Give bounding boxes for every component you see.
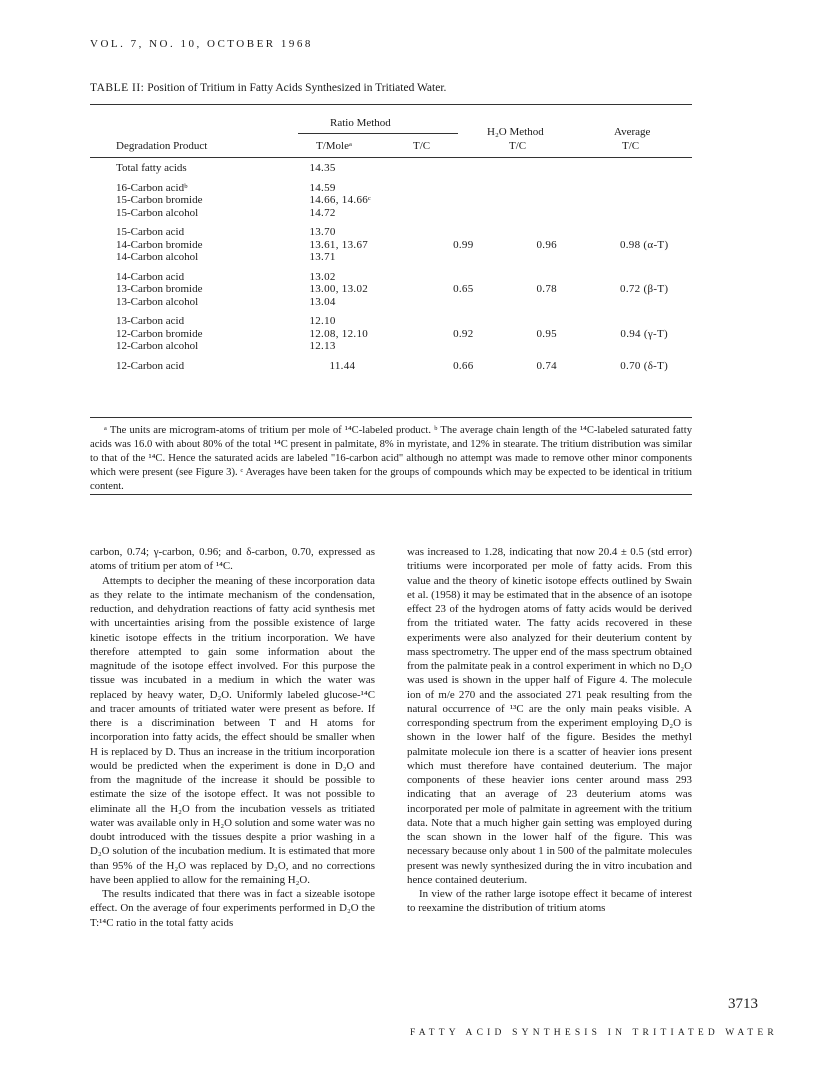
average-tc-cell: 0.72 (β-T) bbox=[620, 283, 669, 295]
body-paragraph: Attempts to decipher the meaning of these incorporation data as they relate to the intimate mechanism of the condensation, reduction, and dehydration reactions of fatty acid synthesis met with uncertainties arising from the possible existence of large kinetic isotope effects in the tritium incorporation. We have therefore attempted to gain some information about the magnitude of the isotope effect involved. For this purpose the tissue was incubated in a medium in which the water was replaced by heavy water, D₂O. Uniformly labeled glucose-¹⁴C and tracer amounts of tritiated water were present as before. If there is a discrimination between T and H atoms for incorporation into fatty acids, the effect should be smaller when H is replaced by D. Thus an increase in the tritium incorporation would be predicted when the experiment is done in D₂O and from the magnitude of the increase it should be possible to estimate the size of the isotope effect. It was not possible to eliminate all the H₂O from the incubation vessels as tritiated water was available only in H₂O solution and some water was no doubt introduced with the tissues despite a prior washing in a D₂O solution of the incubation medium. It is estimated that more than 95% of the H₂O was replaced by D₂O, and no corrections have been applied to allow for the remaining H₂O. bbox=[90, 574, 375, 886]
ratio-tc-cell bbox=[430, 251, 498, 264]
table-header-rule bbox=[90, 157, 692, 158]
product-cell: 15-Carbon bromide bbox=[116, 194, 203, 206]
product-cell: 16-Carbon acidᵇ bbox=[116, 181, 188, 194]
h2o-tc-cell bbox=[497, 315, 596, 328]
t-mole-cell: 13.00, 13.02 bbox=[309, 283, 369, 295]
header-average: Average bbox=[614, 126, 651, 138]
product-cell: 14-Carbon acid bbox=[116, 270, 185, 283]
t-mole-cell: 13.71 bbox=[309, 251, 336, 263]
table-footnotes bbox=[90, 424, 692, 494]
product-cell: 14-Carbon alcohol bbox=[116, 251, 199, 263]
ratio-tc-cell bbox=[430, 194, 498, 207]
product-cell: 15-Carbon alcohol bbox=[116, 206, 199, 219]
body-column-left bbox=[90, 545, 375, 930]
h2o-tc-cell bbox=[497, 251, 596, 264]
table-row bbox=[90, 360, 692, 373]
product-cell: Total fatty acids bbox=[116, 162, 187, 174]
t-mole-cell: 14.35 bbox=[309, 162, 336, 174]
table-top-rule bbox=[90, 104, 692, 105]
h2o-tc-cell bbox=[497, 296, 596, 309]
product-cell: 13-Carbon acid bbox=[116, 315, 185, 327]
ratio-tc-cell bbox=[430, 226, 498, 239]
h2o-tc-cell bbox=[497, 226, 596, 239]
average-tc-cell bbox=[596, 296, 692, 309]
t-mole-cell: 13.70 bbox=[309, 226, 336, 238]
page-number: 3713 bbox=[728, 996, 758, 1012]
average-tc-cell: 0.94 (γ-T) bbox=[620, 327, 668, 340]
h2o-tc-cell bbox=[497, 162, 596, 175]
table-row bbox=[90, 340, 692, 353]
product-cell: 14-Carbon bromide bbox=[116, 238, 203, 251]
running-foot: FATTY ACID SYNTHESIS IN TRITIATED WATER bbox=[410, 1028, 778, 1038]
table-row bbox=[90, 239, 692, 252]
table-row bbox=[90, 207, 692, 220]
t-mole-cell: 11.44 bbox=[329, 359, 356, 372]
h2o-tc-cell: 0.74 bbox=[536, 359, 557, 372]
table-row-spacer bbox=[90, 175, 692, 182]
table-row bbox=[90, 162, 692, 175]
ratio-tc-cell: 0.66 bbox=[453, 359, 474, 372]
h2o-tc-cell bbox=[497, 182, 596, 195]
h2o-tc-cell: 0.96 bbox=[536, 238, 557, 251]
table-row bbox=[90, 182, 692, 195]
ratio-tc-cell bbox=[430, 296, 498, 309]
average-tc-cell bbox=[596, 194, 692, 207]
ratio-tc-cell bbox=[430, 207, 498, 220]
product-cell: 15-Carbon acid bbox=[116, 226, 185, 238]
table-row-spacer bbox=[90, 308, 692, 315]
ratio-tc-cell bbox=[430, 162, 498, 175]
ratio-tc-cell: 0.65 bbox=[453, 283, 474, 295]
table-row bbox=[90, 271, 692, 284]
average-tc-cell: 0.70 (δ-T) bbox=[620, 359, 669, 372]
ratio-method-underline bbox=[298, 133, 458, 134]
body-column-right bbox=[407, 545, 692, 916]
t-mole-cell: 14.66, 14.66ᶜ bbox=[309, 194, 372, 206]
h2o-tc-cell: 0.78 bbox=[536, 283, 557, 295]
table-caption bbox=[90, 82, 446, 94]
ratio-tc-cell bbox=[430, 340, 498, 353]
average-tc-cell bbox=[596, 315, 692, 328]
average-tc-cell bbox=[596, 226, 692, 239]
table-row-spacer bbox=[90, 264, 692, 271]
ratio-tc-cell bbox=[430, 315, 498, 328]
t-mole-cell: 12.13 bbox=[309, 340, 336, 352]
header-ratio-method: Ratio Method bbox=[330, 117, 391, 129]
t-mole-cell: 13.02 bbox=[309, 270, 336, 283]
header-ratio-tc: T/C bbox=[413, 140, 431, 152]
t-mole-cell: 13.61, 13.67 bbox=[309, 238, 369, 251]
average-tc-cell bbox=[596, 162, 692, 175]
table-row bbox=[90, 194, 692, 207]
average-tc-cell: 0.98 (α-T) bbox=[619, 238, 669, 251]
ratio-tc-cell: 0.99 bbox=[453, 238, 474, 251]
average-tc-cell bbox=[596, 251, 692, 264]
table-bottom-rule bbox=[90, 494, 692, 495]
table-row-spacer bbox=[90, 219, 692, 226]
body-paragraph: was increased to 1.28, indicating that now 20.4 ± 0.5 (std error) tritiums were incorporated per mole of fatty acids. From this value and the theory of kinetic isotope effects outlined by Swain et al. (1958) it may be estimated that in the absence of an isotope effect 23 of the hydrogen atoms of fatty acids would be derived from the tritiated water. The fatty acids recovered in these experiments were also analyzed for their deuterium content by mass spectrometry. The upper end of the mass spectrum obtained from the palmitate peak in a control experiment in which no D₂O was used is shown in the upper half of Figure 4. The molecule ion of m/e 270 and the associated 271 peak resulting from the natural occurrence of ¹³C are the only main peaks visible. A corresponding spectrum from the experiment employing D₂O is shown in the lower half of the figure. Besides the methyl palmitate molecule ion there is a scatter of heavier ions present which must therefore have contained deuterium. The major components of these heavier ions center around mass 293 indicating that an average of 23 deuterium atoms was incorporated per mole of palmitate in agreement with the tritium data. Note that a much higher gain setting was employed during the scan shown in the lower half of the figure. This was necessary because only about 1 in 500 of the palmitate molecules present was newly synthesized during the in vitro incubation and hence contained deuterium. bbox=[407, 546, 692, 886]
ratio-tc-cell bbox=[430, 271, 498, 284]
product-cell: 13-Carbon bromide bbox=[116, 283, 203, 295]
header-degradation-product: Degradation Product bbox=[116, 140, 208, 152]
header-h2o-tc: T/C bbox=[509, 140, 527, 152]
t-mole-cell: 12.10 bbox=[309, 315, 336, 327]
table-row bbox=[90, 283, 692, 296]
body-paragraph: In view of the rather large isotope effect it became of interest to reexamine the distribution of tritium atoms bbox=[407, 888, 692, 915]
h2o-tc-cell bbox=[497, 194, 596, 207]
table-row bbox=[90, 328, 692, 341]
t-mole-cell: 14.59 bbox=[309, 181, 336, 194]
header-t-mole: T/Moleᵃ bbox=[316, 140, 353, 152]
footnote-text: ᵃ The units are microgram-atoms of tritium per mole of ¹⁴C-labeled product. ᵇ The average chain length of the ¹⁴C-labeled saturated fatty acids was 16.0 with about 80% of the total ¹⁴C present in palmitate, 8% in myristate, and 12% in stearate. The tritium distribution was similar to that of the ¹⁴C. Hence the saturated acids are labeled "16-carbon acid" although no attempt was made to remove other minor components which were present (see Figure 3). ᶜ Averages have been taken for the groups of compounds which may be expected to be identical in tritium content. bbox=[90, 425, 692, 492]
ratio-tc-cell: 0.92 bbox=[453, 327, 474, 340]
product-cell: 13-Carbon alcohol bbox=[116, 295, 199, 308]
ratio-tc-cell bbox=[430, 182, 498, 195]
table-caption-text: Position of Tritium in Fatty Acids Synthesized in Tritiated Water. bbox=[144, 82, 447, 94]
table-row bbox=[90, 296, 692, 309]
body-paragraph: The results indicated that there was in fact a sizeable isotope effect. On the average of four experiments performed in D₂O the T:¹⁴C ratio in the total fatty acids bbox=[90, 888, 375, 929]
running-head: VOL. 7, NO. 10, OCTOBER 1968 bbox=[90, 38, 313, 50]
table-caption-tag: TABLE II: bbox=[90, 82, 145, 94]
average-tc-cell bbox=[596, 340, 692, 353]
h2o-tc-cell bbox=[497, 271, 596, 284]
h2o-tc-cell bbox=[497, 207, 596, 220]
product-cell: 12-Carbon alcohol bbox=[116, 340, 199, 352]
h2o-tc-cell: 0.95 bbox=[536, 327, 557, 340]
data-table bbox=[90, 162, 692, 372]
header-average-tc: T/C bbox=[622, 140, 640, 152]
body-paragraph: carbon, 0.74; γ-carbon, 0.96; and δ-carbon, 0.70, expressed as atoms of tritium per atom of ¹⁴C. bbox=[90, 546, 375, 573]
h2o-tc-cell bbox=[497, 340, 596, 353]
table-row bbox=[90, 315, 692, 328]
product-cell: 12-Carbon bromide bbox=[116, 327, 203, 340]
header-h2o-method: H₂O Method bbox=[487, 126, 544, 138]
table-row bbox=[90, 251, 692, 264]
average-tc-cell bbox=[596, 207, 692, 220]
product-cell: 12-Carbon acid bbox=[116, 359, 185, 372]
table-body bbox=[90, 162, 692, 372]
t-mole-cell: 12.08, 12.10 bbox=[309, 327, 369, 340]
t-mole-cell: 13.04 bbox=[309, 295, 336, 308]
table-row-spacer bbox=[90, 353, 692, 360]
t-mole-cell: 14.72 bbox=[309, 206, 336, 219]
average-tc-cell bbox=[596, 182, 692, 195]
table-row bbox=[90, 226, 692, 239]
average-tc-cell bbox=[596, 271, 692, 284]
table-footnote-rule bbox=[90, 417, 692, 418]
